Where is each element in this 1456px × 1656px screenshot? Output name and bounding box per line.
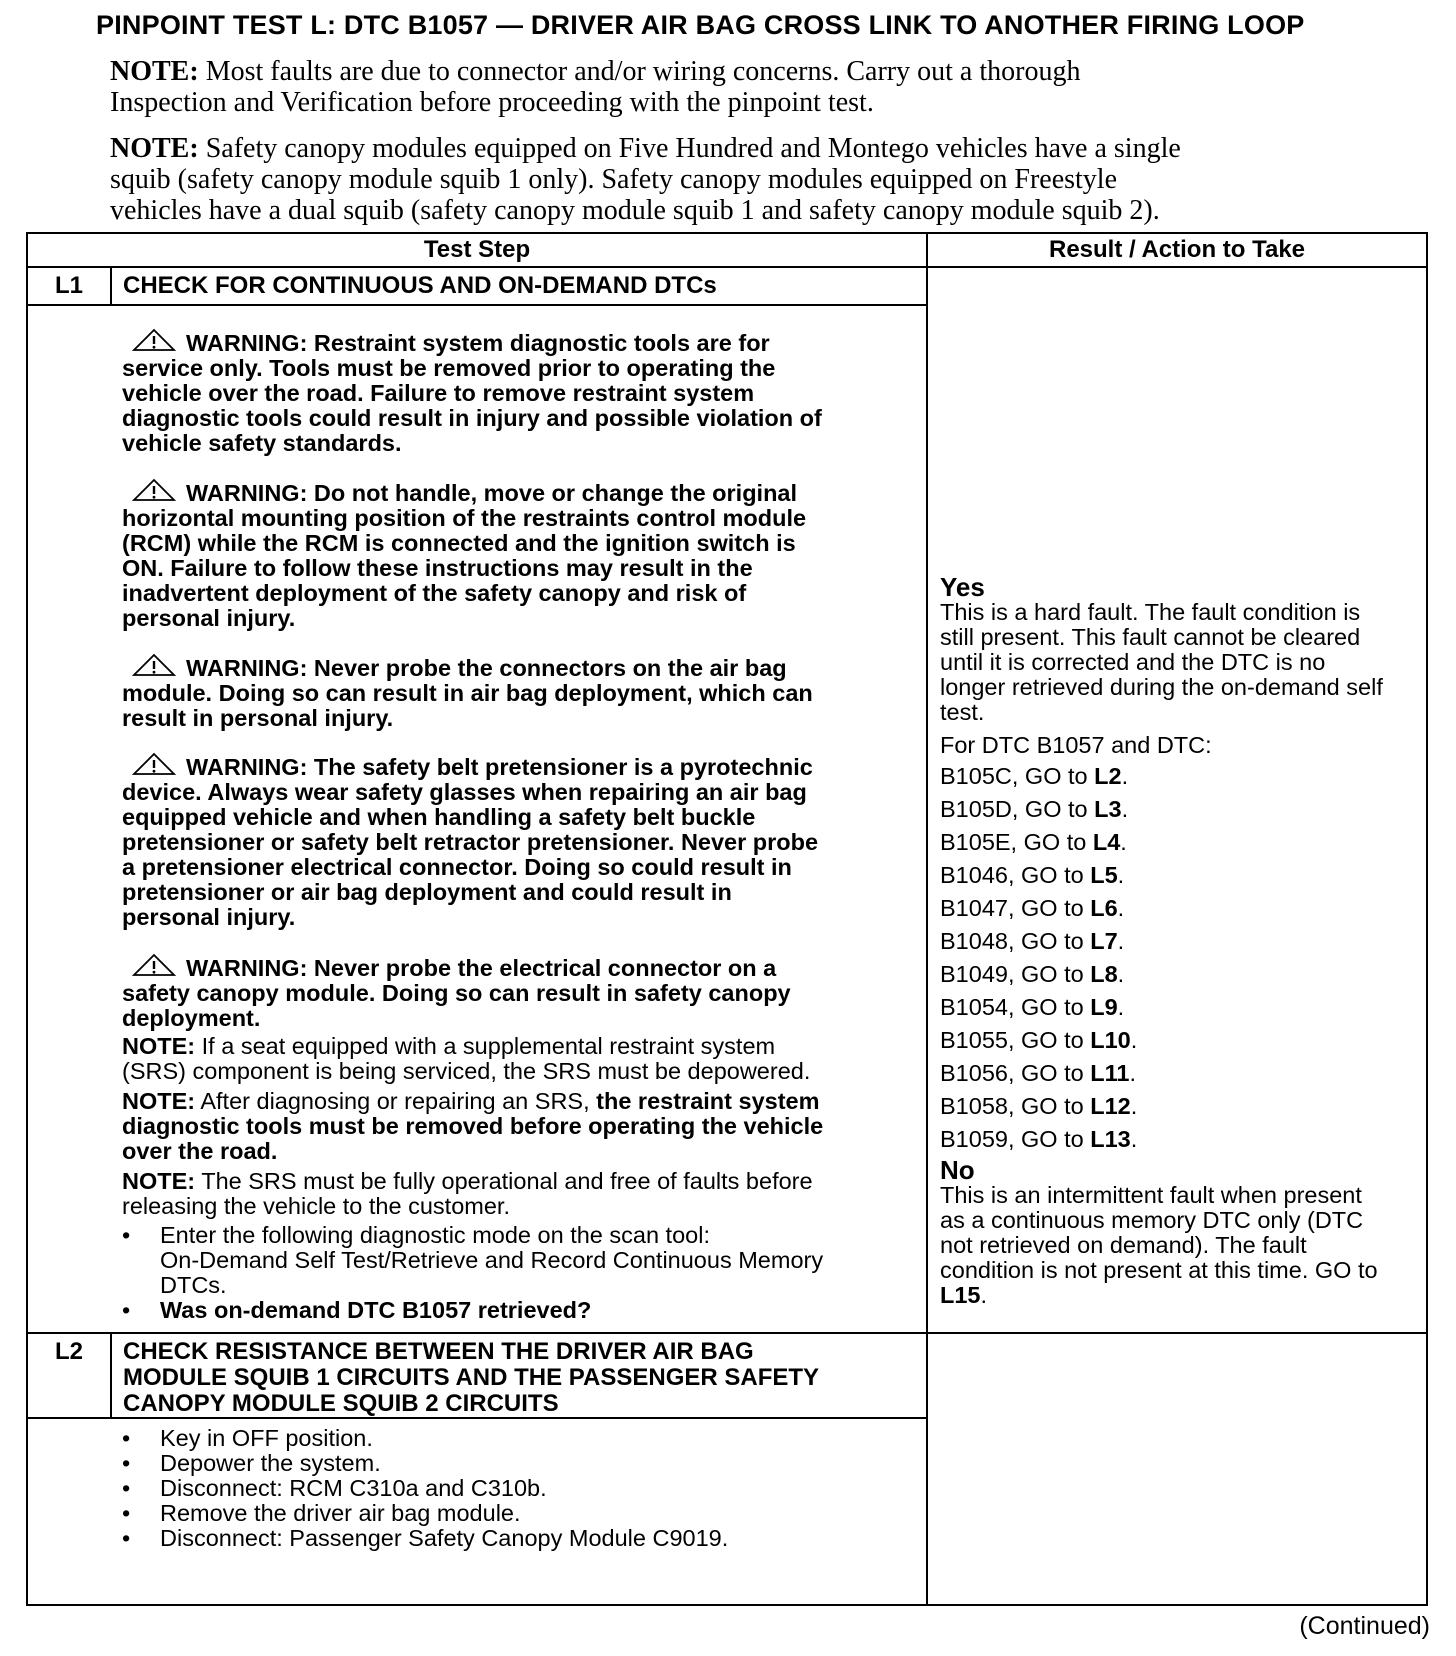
goto-item: B105E, GO to L4.: [940, 829, 1127, 855]
step-title-l2: CHECK RESISTANCE BETWEEN THE DRIVER AIR BAG MODULE SQUIB 1 CIRCUITS AND THE PASSENGER SAFETY CANOPY MODULE SQUIB 2 CIRCUITS: [123, 1338, 820, 1417]
warning-block: WARNING: Never probe the electrical connector on a safety canopy module. Doing so can result in safety canopy deployment.: [122, 955, 791, 1031]
bullet-icon: •: [122, 1450, 131, 1476]
list-item: • Enter the following diagnostic mode on the scan tool: On-Demand Self Test/Retrieve and Record Continuous Memory DTCs.: [122, 1222, 824, 1298]
goto-item: B1058, GO to L12.: [940, 1093, 1138, 1119]
step-id-l2: L2: [54, 1338, 83, 1365]
goto-list: [940, 760, 1430, 1156]
bullet-icon: •: [122, 1425, 131, 1451]
continued-label: (Continued): [1299, 1612, 1430, 1640]
page-title: PINPOINT TEST L: DTC B1057 — DRIVER AIR BAG CROSS LINK TO ANOTHER FIRING LOOP: [96, 10, 1305, 40]
list-item: • Was on-demand DTC B1057 retrieved?: [122, 1297, 592, 1323]
l1-note-1: NOTE: If a seat equipped with a supplemental restraint system (SRS) component is being serviced, the SRS must be depowered.: [122, 1033, 811, 1084]
bullet-icon: •: [122, 1500, 131, 1526]
goto-item: B1048, GO to L7.: [940, 928, 1125, 954]
header-result: Result / Action to Take: [1048, 236, 1306, 263]
yes-text: This is a hard fault. The fault condition is still present. This fault cannot be cleared until it is corrected and the DTC is no longer retrieved during the on-demand self test.: [940, 599, 1383, 725]
warning-triangle-icon: [130, 953, 178, 977]
list-item: • Disconnect: RCM C310a and C310b.: [122, 1475, 547, 1501]
l1-note-3: NOTE: The SRS must be fully operational and free of faults before releasing the vehicle to the customer.: [122, 1168, 813, 1219]
l1-note-2: NOTE: After diagnosing or repairing an SRS, the restraint system diagnostic tools must be removed before operating the vehicle over the road.: [122, 1088, 824, 1164]
step-id-l1: L1: [54, 272, 83, 299]
warning-block: WARNING: The safety belt pretensioner is a pyrotechnic device. Always wear safety glasses when repairing an air bag equipped vehicle and when handling a safety belt buckle pretensioner or safety belt retractor pretensioner. Never probe a pretensioner electrical connector. Doing so could result in pretensioner or air bag deployment and could result in personal injury.: [122, 754, 819, 930]
note-label: NOTE:: [110, 56, 199, 87]
warning-block: WARNING: Restraint system diagnostic tools are for service only. Tools must be removed prior to operating the vehicle over the road. Failure to remove restraint system diagnostic tools could result in injury and possible violation of vehicle safety standards.: [122, 330, 822, 456]
goto-item: B1046, GO to L5.: [940, 862, 1125, 888]
warning-triangle-icon: [130, 328, 178, 352]
goto-item: B105C, GO to L2.: [940, 763, 1129, 789]
l1-result: [940, 572, 1430, 1308]
list-item: • Depower the system.: [122, 1450, 381, 1476]
note-label: NOTE:: [110, 133, 199, 164]
bullet-icon: •: [122, 1475, 131, 1501]
goto-item: B1056, GO to L11.: [940, 1060, 1136, 1086]
list-item: • Disconnect: Passenger Safety Canopy Module C9019.: [122, 1525, 729, 1551]
warning-triangle-icon: [130, 752, 178, 776]
goto-item: B1049, GO to L8.: [940, 961, 1125, 987]
list-item: • Remove the driver air bag module.: [122, 1500, 521, 1526]
bullet-icon: •: [122, 1525, 131, 1551]
no-label: No: [940, 1155, 975, 1185]
intro-note-1: NOTE: Most faults are due to connector and/or wiring concerns. Carry out a thorough Inspection and Verification before proceeding with the pinpoint test.: [110, 56, 1081, 118]
no-text: This is an intermittent fault when present as a continuous memory DTC only (DTC not retrieved on demand). The fault condition is not present at this time. GO to L15.: [940, 1182, 1378, 1308]
yes-label: Yes: [940, 572, 985, 602]
goto-item: B1054, GO to L9.: [940, 994, 1125, 1020]
intro-note-2: NOTE: Safety canopy modules equipped on Five Hundred and Montego vehicles have a single squib (safety canopy module squib 1 only). Safety canopy modules equipped on Freestyle vehicles have a dual squib (safety canopy module squib 1 and safety canopy module squib 2).: [110, 133, 1181, 226]
step-title-l1: CHECK FOR CONTINUOUS AND ON-DEMAND DTCs: [123, 272, 717, 299]
goto-item: B1047, GO to L6.: [940, 895, 1125, 921]
goto-item: B105D, GO to L3.: [940, 796, 1129, 822]
warning-triangle-icon: [130, 653, 178, 677]
for-dtc-text: For DTC B1057 and DTC:: [940, 732, 1212, 758]
header-test-step: Test Step: [423, 236, 531, 263]
bullet-icon: •: [122, 1297, 131, 1323]
goto-item: B1059, GO to L13.: [940, 1126, 1138, 1152]
list-item: • Key in OFF position.: [122, 1425, 373, 1451]
bullet-icon: •: [122, 1222, 131, 1248]
warning-triangle-icon: [130, 478, 178, 502]
goto-item: B1055, GO to L10.: [940, 1027, 1138, 1053]
warning-block: WARNING: Do not handle, move or change the original horizontal mounting position of the restraints control module (RCM) while the RCM is connected and the ignition switch is ON. Failure to follow these instructions may result in the inadvertent deployment of the safety canopy and risk of personal injury.: [122, 480, 807, 631]
warning-block: WARNING: Never probe the connectors on the air bag module. Doing so can result in air bag deployment, which can result in personal injury.: [122, 655, 813, 731]
